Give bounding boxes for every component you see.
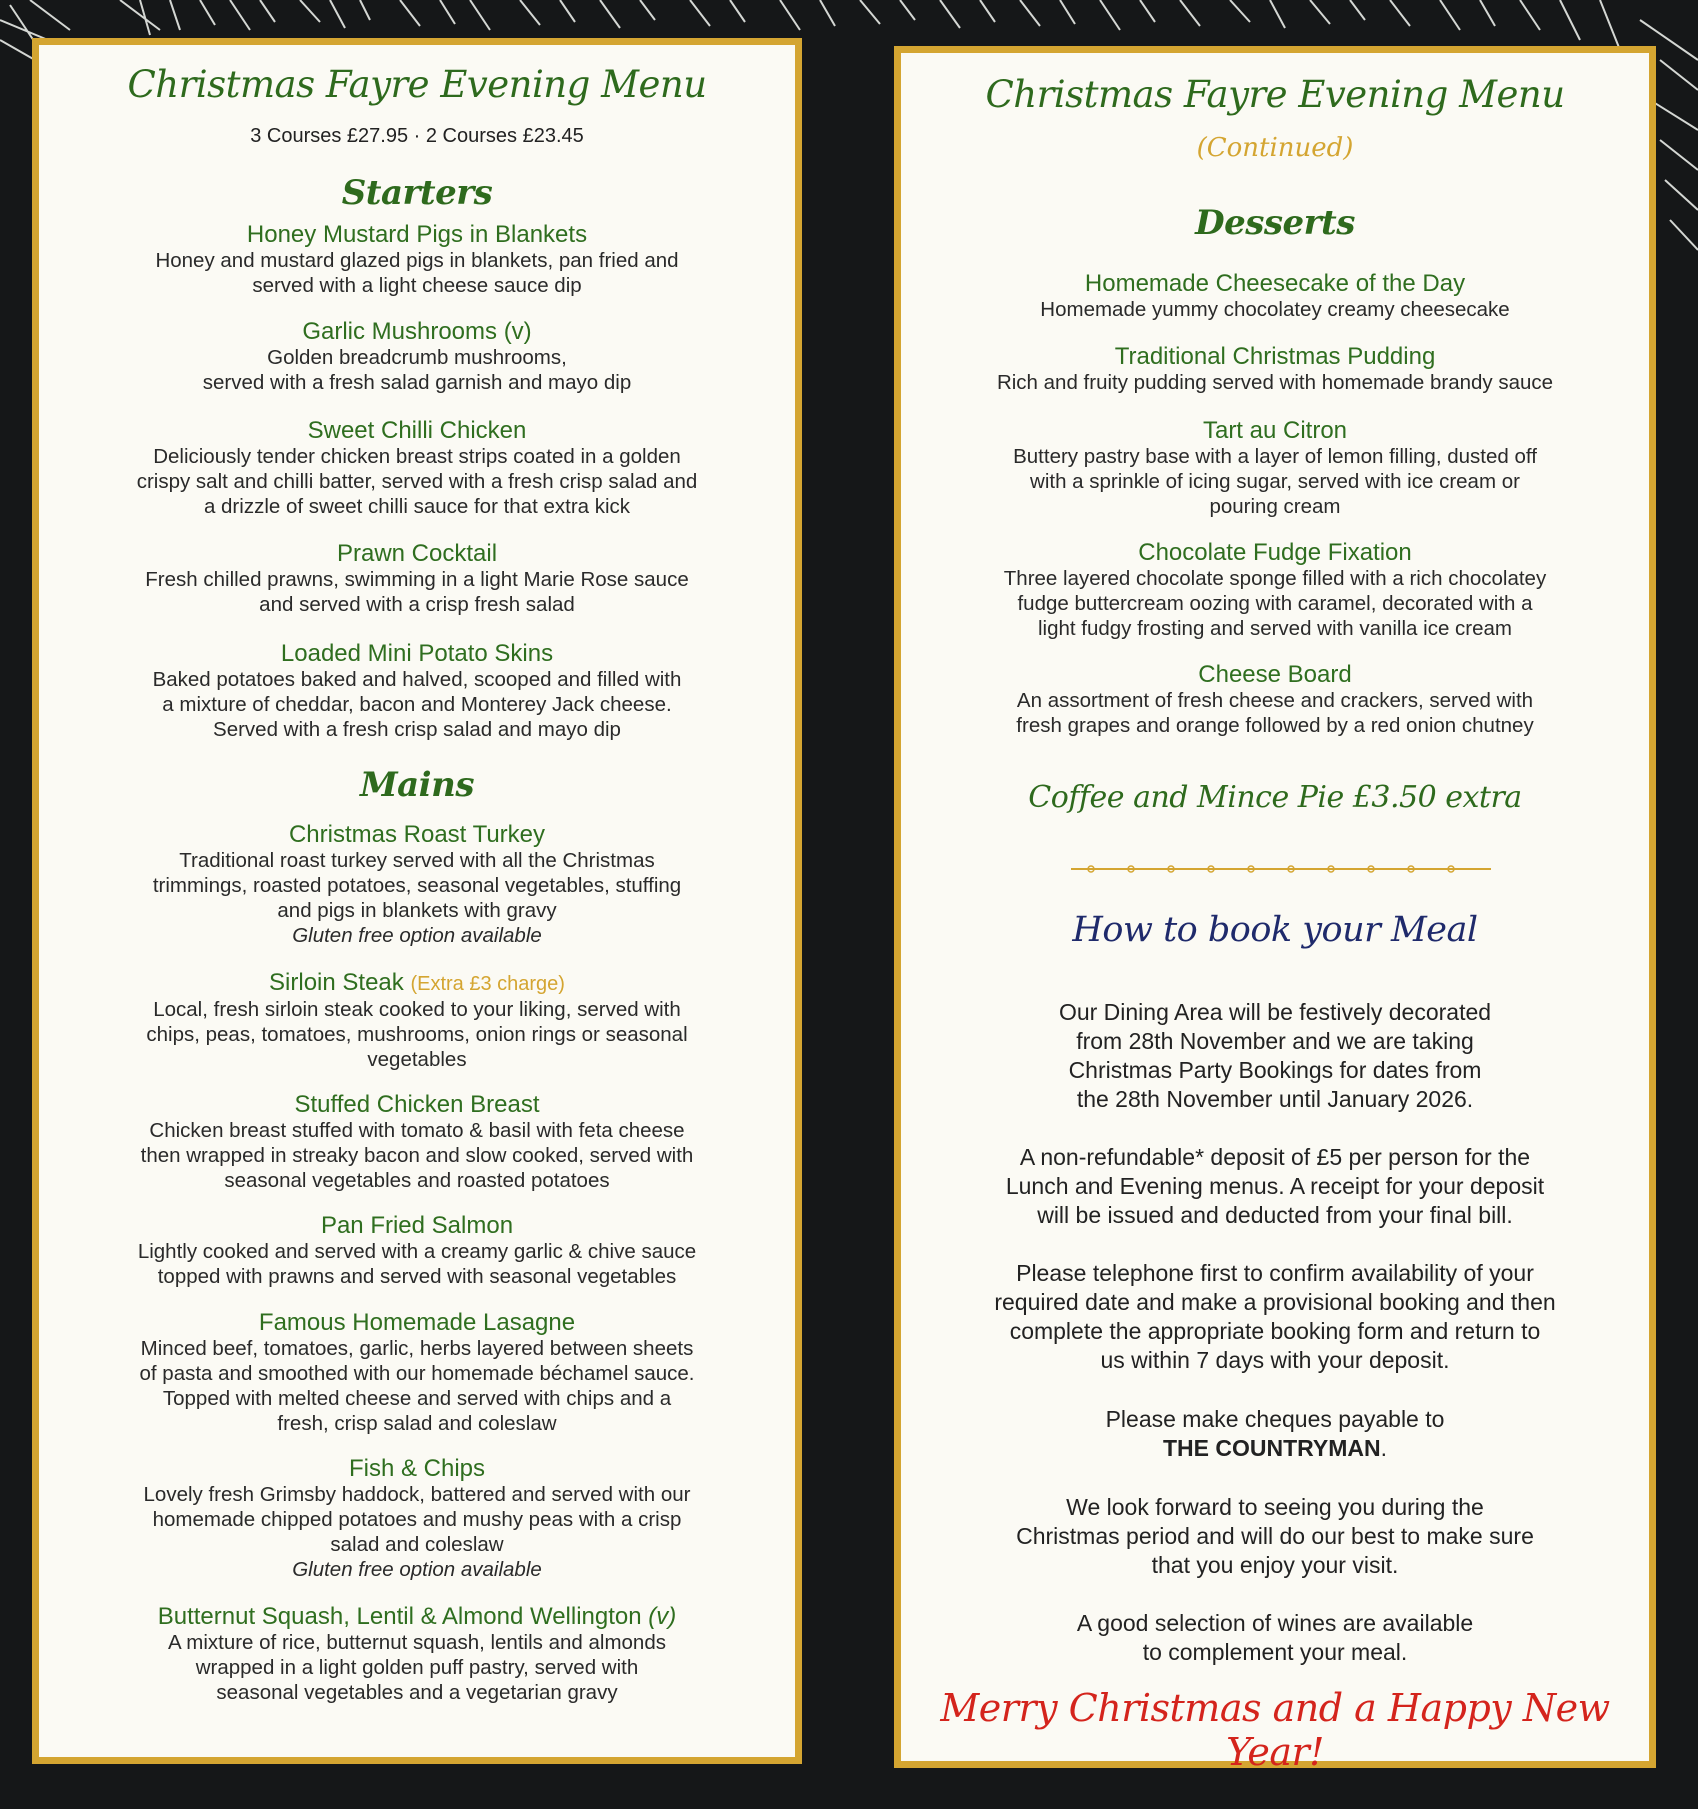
item-name: Prawn Cocktail [336, 540, 498, 567]
desserts-heading: Desserts [1195, 203, 1355, 243]
item-name: Famous Homemade Lasagne [258, 1309, 576, 1336]
dessert-item: Cheese Board An assortment of fresh cheese and crackers, served with fresh grapes and orange followed by a red onion chutney [901, 662, 1649, 738]
dessert-item: Tart au Citron Buttery pastry base with a layer of lemon filling, dusted off with a sprinkle of icing sugar, served with ice cream or pouring cream [901, 418, 1649, 519]
look-forward-paragraph: We look forward to seeing you during the Christmas period and will do our best to make sure that you enjoy your visit. [1016, 1494, 1534, 1578]
vegetarian-mark: (v) [648, 1603, 677, 1630]
item-name: Homemade Cheesecake of the Day [1084, 270, 1466, 297]
gluten-free-note: Gluten free option available [292, 924, 542, 947]
main-item: Butternut Squash, Lentil & Almond Wellington (v) A mixture of rice, butternut squash, lentils and almonds wrapped in a light golden puff pastry, served with seasonal vegetables and a vegetarian gravy [157, 1603, 677, 1704]
menu-title: Christmas Fayre Evening Menu [127, 63, 707, 106]
course-prices: 3 Courses £27.95 · 2 Courses £23.45 [250, 125, 584, 147]
item-name: Butternut Squash, Lentil & Almond Wellington [157, 1603, 642, 1630]
item-name: Tart au Citron [1202, 417, 1348, 444]
main-item: Sirloin Steak (Extra £3 charge) Local, fresh sirloin steak cooked to your liking, served with chips, peas, tomatoes, mushrooms, onion rings or seasonal vegetables [146, 969, 688, 1071]
left-menu-panel [32, 38, 802, 1764]
item-name: Christmas Roast Turkey [288, 821, 546, 848]
dessert-item: Homemade Cheesecake of the Day Homemade yummy chocolatey creamy cheesecake [901, 271, 1649, 322]
dessert-item: Chocolate Fudge Fixation Three layered chocolate sponge filled with a rich chocolatey fudge buttercream oozing with caramel, decorated with a light fudgy frosting and served with vanilla ice cream [901, 540, 1649, 641]
business-name: THE COUNTRYMAN [1162, 1435, 1381, 1461]
main-item: Christmas Roast Turkey Traditional roast turkey served with all the Christmas trimmings, roasted potatoes, seasonal vegetables, stuffing and pigs in blankets with gravy Gluten free option available [39, 822, 795, 948]
main-item: Pan Fried Salmon Lightly cooked and served with a creamy garlic & chive sauce topped with prawns and served with seasonal vegetables [39, 1213, 795, 1289]
starter-item: Prawn Cocktail Fresh chilled prawns, swimming in a light Marie Rose sauce and served with a crisp fresh salad [39, 541, 795, 617]
item-name: Garlic Mushrooms (v) [302, 318, 532, 345]
item-name: Cheese Board [1198, 661, 1352, 688]
item-name: Loaded Mini Potato Skins [280, 640, 554, 667]
continued-label: (Continued) [1196, 133, 1354, 163]
starter-item: Honey Mustard Pigs in Blankets Honey and mustard glazed pigs in blankets, pan fried and served with a light cheese sauce dip [39, 222, 795, 298]
item-name: Honey Mustard Pigs in Blankets [246, 221, 588, 248]
starters-heading: Starters [341, 173, 493, 213]
dessert-item: Traditional Christmas Pudding Rich and fruity pudding served with homemade brandy sauce [901, 344, 1649, 395]
cheques-paragraph: Please make cheques payable to THE COUNTRYMAN. [1105, 1406, 1445, 1461]
main-item: Famous Homemade Lasagne Minced beef, tomatoes, garlic, herbs layered between sheets of pasta and smoothed with our homemade béchamel sauce. Topped with melted cheese and served with chips and a fresh, crisp salad and coleslaw [39, 1310, 795, 1436]
gluten-free-note: Gluten free option available [292, 1558, 542, 1581]
deposit-paragraph: A non-refundable* deposit of £5 per person for the Lunch and Evening menus. A receipt for your deposit will be issued and deducted from your final bill. [1005, 1144, 1545, 1228]
extra-charge: (Extra £3 charge) [410, 973, 565, 995]
wines-paragraph: A good selection of wines are available to complement your meal. [1076, 1610, 1474, 1665]
mains-heading: Mains [360, 765, 474, 805]
telephone-paragraph: Please telephone first to confirm availability of your required date and make a provisional booking and then complete the appropriate booking form and return to us within 7 days with your deposit. [994, 1260, 1556, 1373]
booking-paragraph: Our Dining Area will be festively decorated from 28th November and we are taking Christmas Party Bookings for dates from the 28th November until January 2026. [1058, 999, 1492, 1112]
starter-item: Garlic Mushrooms (v) Golden breadcrumb mushrooms, served with a fresh salad garnish and mayo dip [39, 319, 795, 395]
coffee-offer: Coffee and Mince Pie £3.50 extra [1028, 780, 1522, 815]
item-name: Stuffed Chicken Breast [294, 1091, 540, 1118]
main-item: Stuffed Chicken Breast Chicken breast stuffed with tomato & basil with feta cheese then wrapped in streaky bacon and slow cooked, served with seasonal vegetables and roasted potatoes [39, 1092, 795, 1193]
starter-item: Sweet Chilli Chicken Deliciously tender chicken breast strips coated in a golden crispy salt and chilli batter, served with a fresh crisp salad and a drizzle of sweet chilli sauce for that extra kick [39, 418, 795, 519]
item-name: Chocolate Fudge Fixation [1138, 539, 1412, 566]
item-name: Sweet Chilli Chicken [307, 417, 527, 444]
item-name: Fish & Chips [348, 1455, 486, 1482]
ornamental-divider [1071, 863, 1491, 875]
item-name: Traditional Christmas Pudding [1114, 343, 1436, 370]
how-to-book-heading: How to book your Meal [1072, 910, 1478, 950]
menu-title: Christmas Fayre Evening Menu [985, 73, 1565, 116]
season-greeting: Merry Christmas and a Happy New Year! [940, 1686, 1610, 1774]
item-name: Sirloin Steak [269, 969, 404, 996]
main-item: Fish & Chips Lovely fresh Grimsby haddock, battered and served with our homemade chipped potatoes and mushy peas with a crisp salad and coleslaw Gluten free option available [39, 1456, 795, 1582]
item-name: Pan Fried Salmon [320, 1212, 514, 1239]
right-menu-panel [894, 46, 1656, 1774]
starter-item: Loaded Mini Potato Skins Baked potatoes baked and halved, scooped and filled with a mixture of cheddar, bacon and Monterey Jack cheese. Served with a fresh crisp salad and mayo dip [39, 641, 795, 742]
